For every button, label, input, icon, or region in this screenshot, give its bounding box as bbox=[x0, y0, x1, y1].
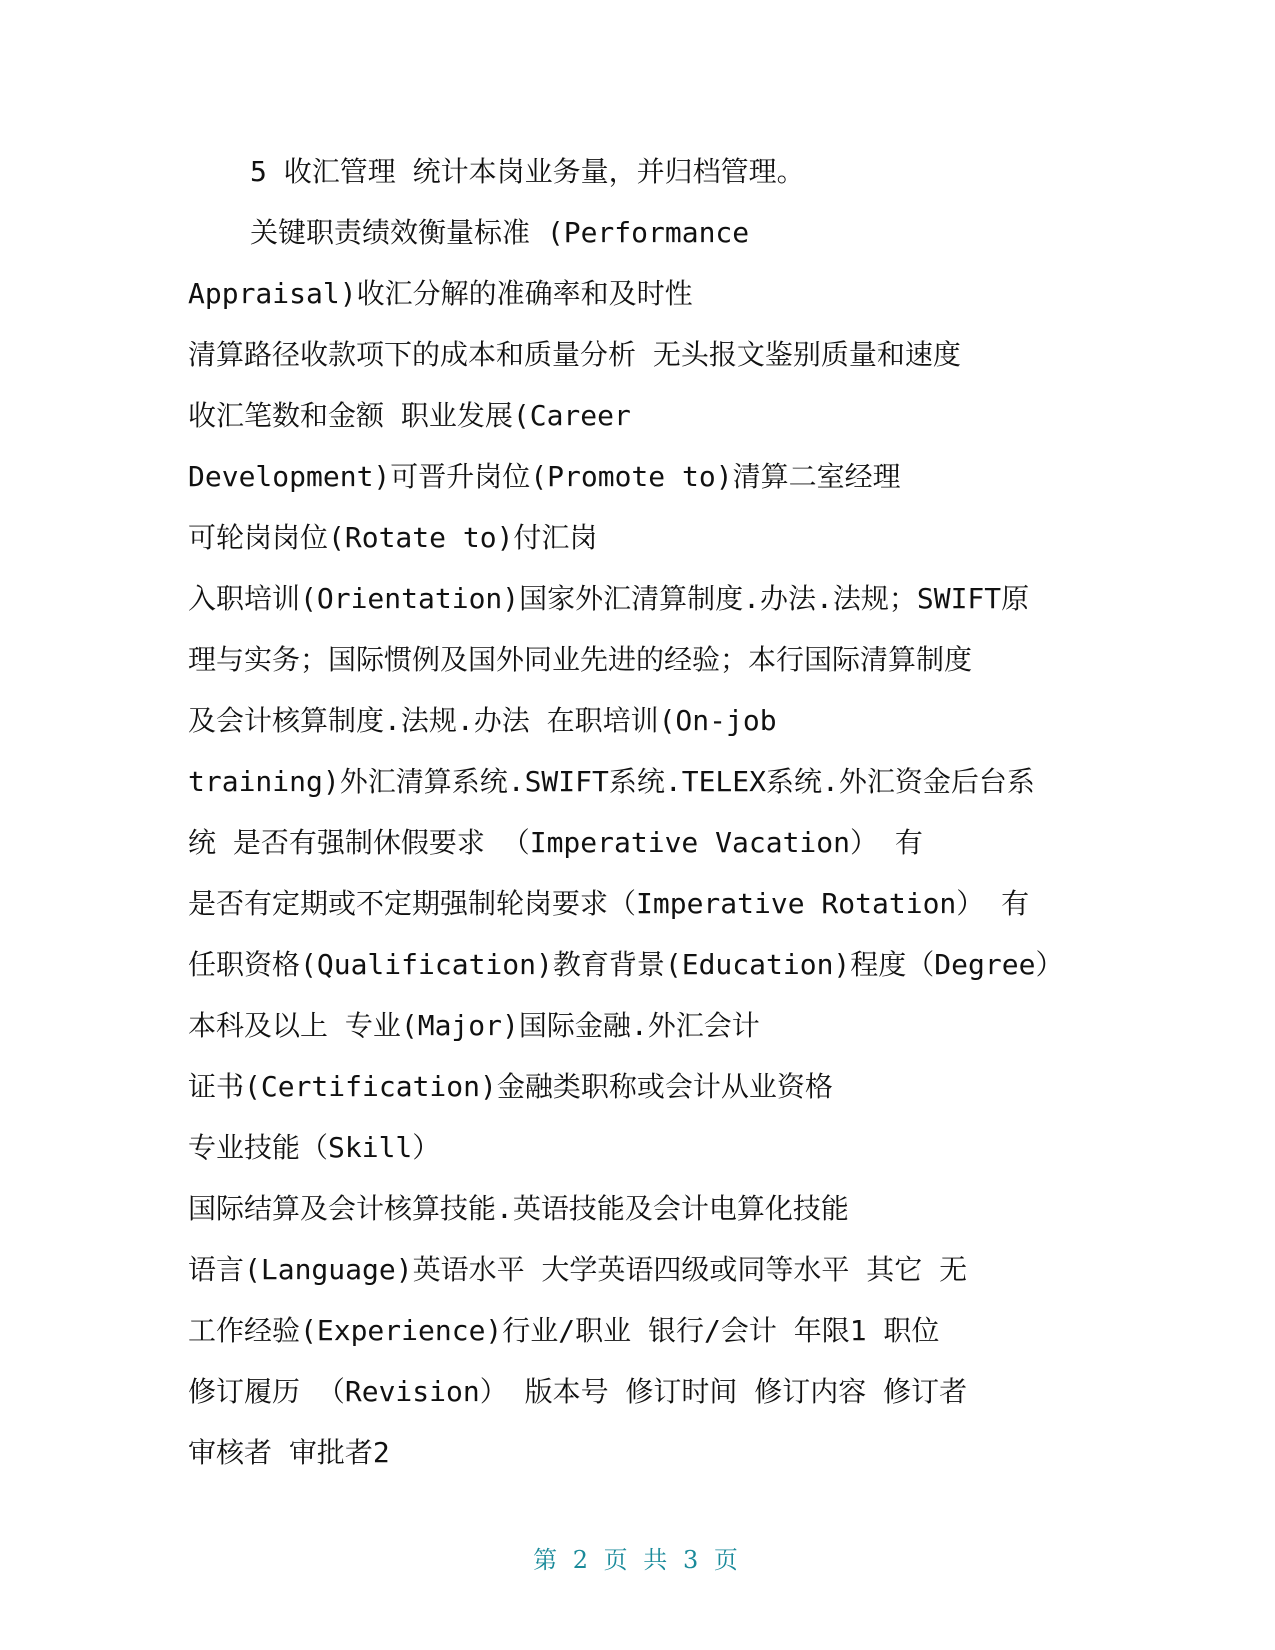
text-line: 收汇笔数和金额 职业发展(Career bbox=[188, 399, 631, 432]
text-line: 统 是否有强制休假要求 （Imperative Vacation） 有 bbox=[188, 826, 923, 859]
text-line: 本科及以上 专业(Major)国际金融.外汇会计 bbox=[188, 1009, 760, 1042]
text-line: 是否有定期或不定期强制轮岗要求（Imperative Rotation） 有 bbox=[188, 887, 1030, 920]
text-line: Development)可晋升岗位(Promote to)清算二室经理 bbox=[188, 460, 901, 493]
document-body bbox=[188, 141, 1068, 1483]
text-line: 任职资格(Qualification)教育背景(Education)程度（Degree） bbox=[188, 948, 1064, 981]
text-line: 及会计核算制度.法规.办法 在职培训(On-job bbox=[188, 704, 777, 737]
text-line: 修订履历 （Revision） 版本号 修订时间 修订内容 修订者 bbox=[188, 1375, 968, 1408]
text-line: 理与实务；国际惯例及国外同业先进的经验；本行国际清算制度 bbox=[188, 643, 973, 676]
text-line: 工作经验(Experience)行业/职业 银行/会计 年限1 职位 bbox=[188, 1314, 940, 1347]
text-line: 语言(Language)英语水平 大学英语四级或同等水平 其它 无 bbox=[188, 1253, 968, 1286]
text-line: Appraisal)收汇分解的准确率和及时性 bbox=[188, 277, 693, 310]
text-line: 专业技能（Skill） bbox=[188, 1131, 441, 1164]
text-line: 5 收汇管理 统计本岗业务量，并归档管理。 bbox=[250, 155, 805, 188]
text-line: 证书(Certification)金融类职称或会计从业资格 bbox=[188, 1070, 833, 1103]
page-number-footer: 第 2 页 共 3 页 bbox=[533, 1546, 742, 1574]
text-line: 入职培训(Orientation)国家外汇清算制度.办法.法规；SWIFT原 bbox=[188, 582, 1030, 615]
text-line: training)外汇清算系统.SWIFT系统.TELEX系统.外汇资金后台系 bbox=[188, 765, 1035, 798]
text-line: 清算路径收款项下的成本和质量分析 无头报文鉴别质量和速度 bbox=[188, 338, 961, 371]
text-line: 关键职责绩效衡量标准 (Performance bbox=[250, 216, 750, 249]
text-line: 国际结算及会计核算技能.英语技能及会计电算化技能 bbox=[188, 1192, 849, 1225]
text-line: 可轮岗岗位(Rotate to)付汇岗 bbox=[188, 521, 598, 554]
text-line: 审核者 审批者2 bbox=[188, 1436, 390, 1469]
